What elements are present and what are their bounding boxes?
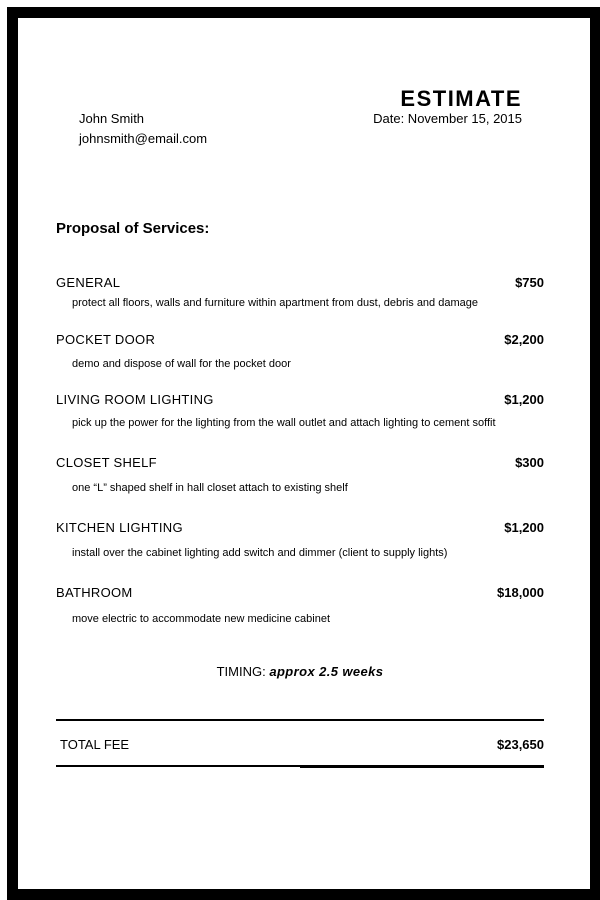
service-price: $2,200 bbox=[504, 332, 544, 347]
service-name: POCKET DOOR bbox=[56, 332, 156, 347]
service-name: GENERAL bbox=[56, 275, 121, 290]
service-description: move electric to accommodate new medicine cabinet bbox=[72, 613, 331, 625]
service-description: demo and dispose of wall for the pocket door bbox=[72, 358, 291, 370]
timing-value: approx 2.5 weeks bbox=[269, 664, 384, 679]
divider-top bbox=[56, 719, 544, 721]
service-name: CLOSET SHELF bbox=[56, 455, 157, 470]
service-price: $18,000 bbox=[497, 585, 544, 600]
service-description: one “L” shaped shelf in hall closet attach to existing shelf bbox=[72, 482, 348, 494]
service-name: LIVING ROOM LIGHTING bbox=[56, 392, 214, 407]
total-fee-label: TOTAL FEE bbox=[60, 737, 130, 752]
timing-label: TIMING: bbox=[216, 664, 266, 679]
timing-line bbox=[0, 664, 600, 679]
divider-bottom-accent bbox=[300, 765, 544, 768]
service-name: KITCHEN LIGHTING bbox=[56, 520, 183, 535]
proposal-heading: Proposal of Services: bbox=[56, 220, 210, 237]
service-name: BATHROOM bbox=[56, 585, 133, 600]
service-price: $750 bbox=[515, 275, 544, 290]
service-description: protect all floors, walls and furniture within apartment from dust, debris and damage bbox=[72, 297, 478, 309]
document-title: ESTIMATE bbox=[400, 86, 522, 111]
service-price: $300 bbox=[515, 455, 544, 470]
service-price: $1,200 bbox=[504, 520, 544, 535]
service-description: install over the cabinet lighting add switch and dimmer (client to supply lights) bbox=[72, 547, 448, 559]
total-fee-value: $23,650 bbox=[497, 737, 544, 752]
service-description: pick up the power for the lighting from the wall outlet and attach lighting to cement soffit bbox=[72, 417, 496, 429]
client-name: John Smith bbox=[79, 111, 145, 126]
client-email: johnsmith@email.com bbox=[79, 131, 208, 146]
estimate-date: Date: November 15, 2015 bbox=[373, 111, 522, 126]
service-price: $1,200 bbox=[504, 392, 544, 407]
